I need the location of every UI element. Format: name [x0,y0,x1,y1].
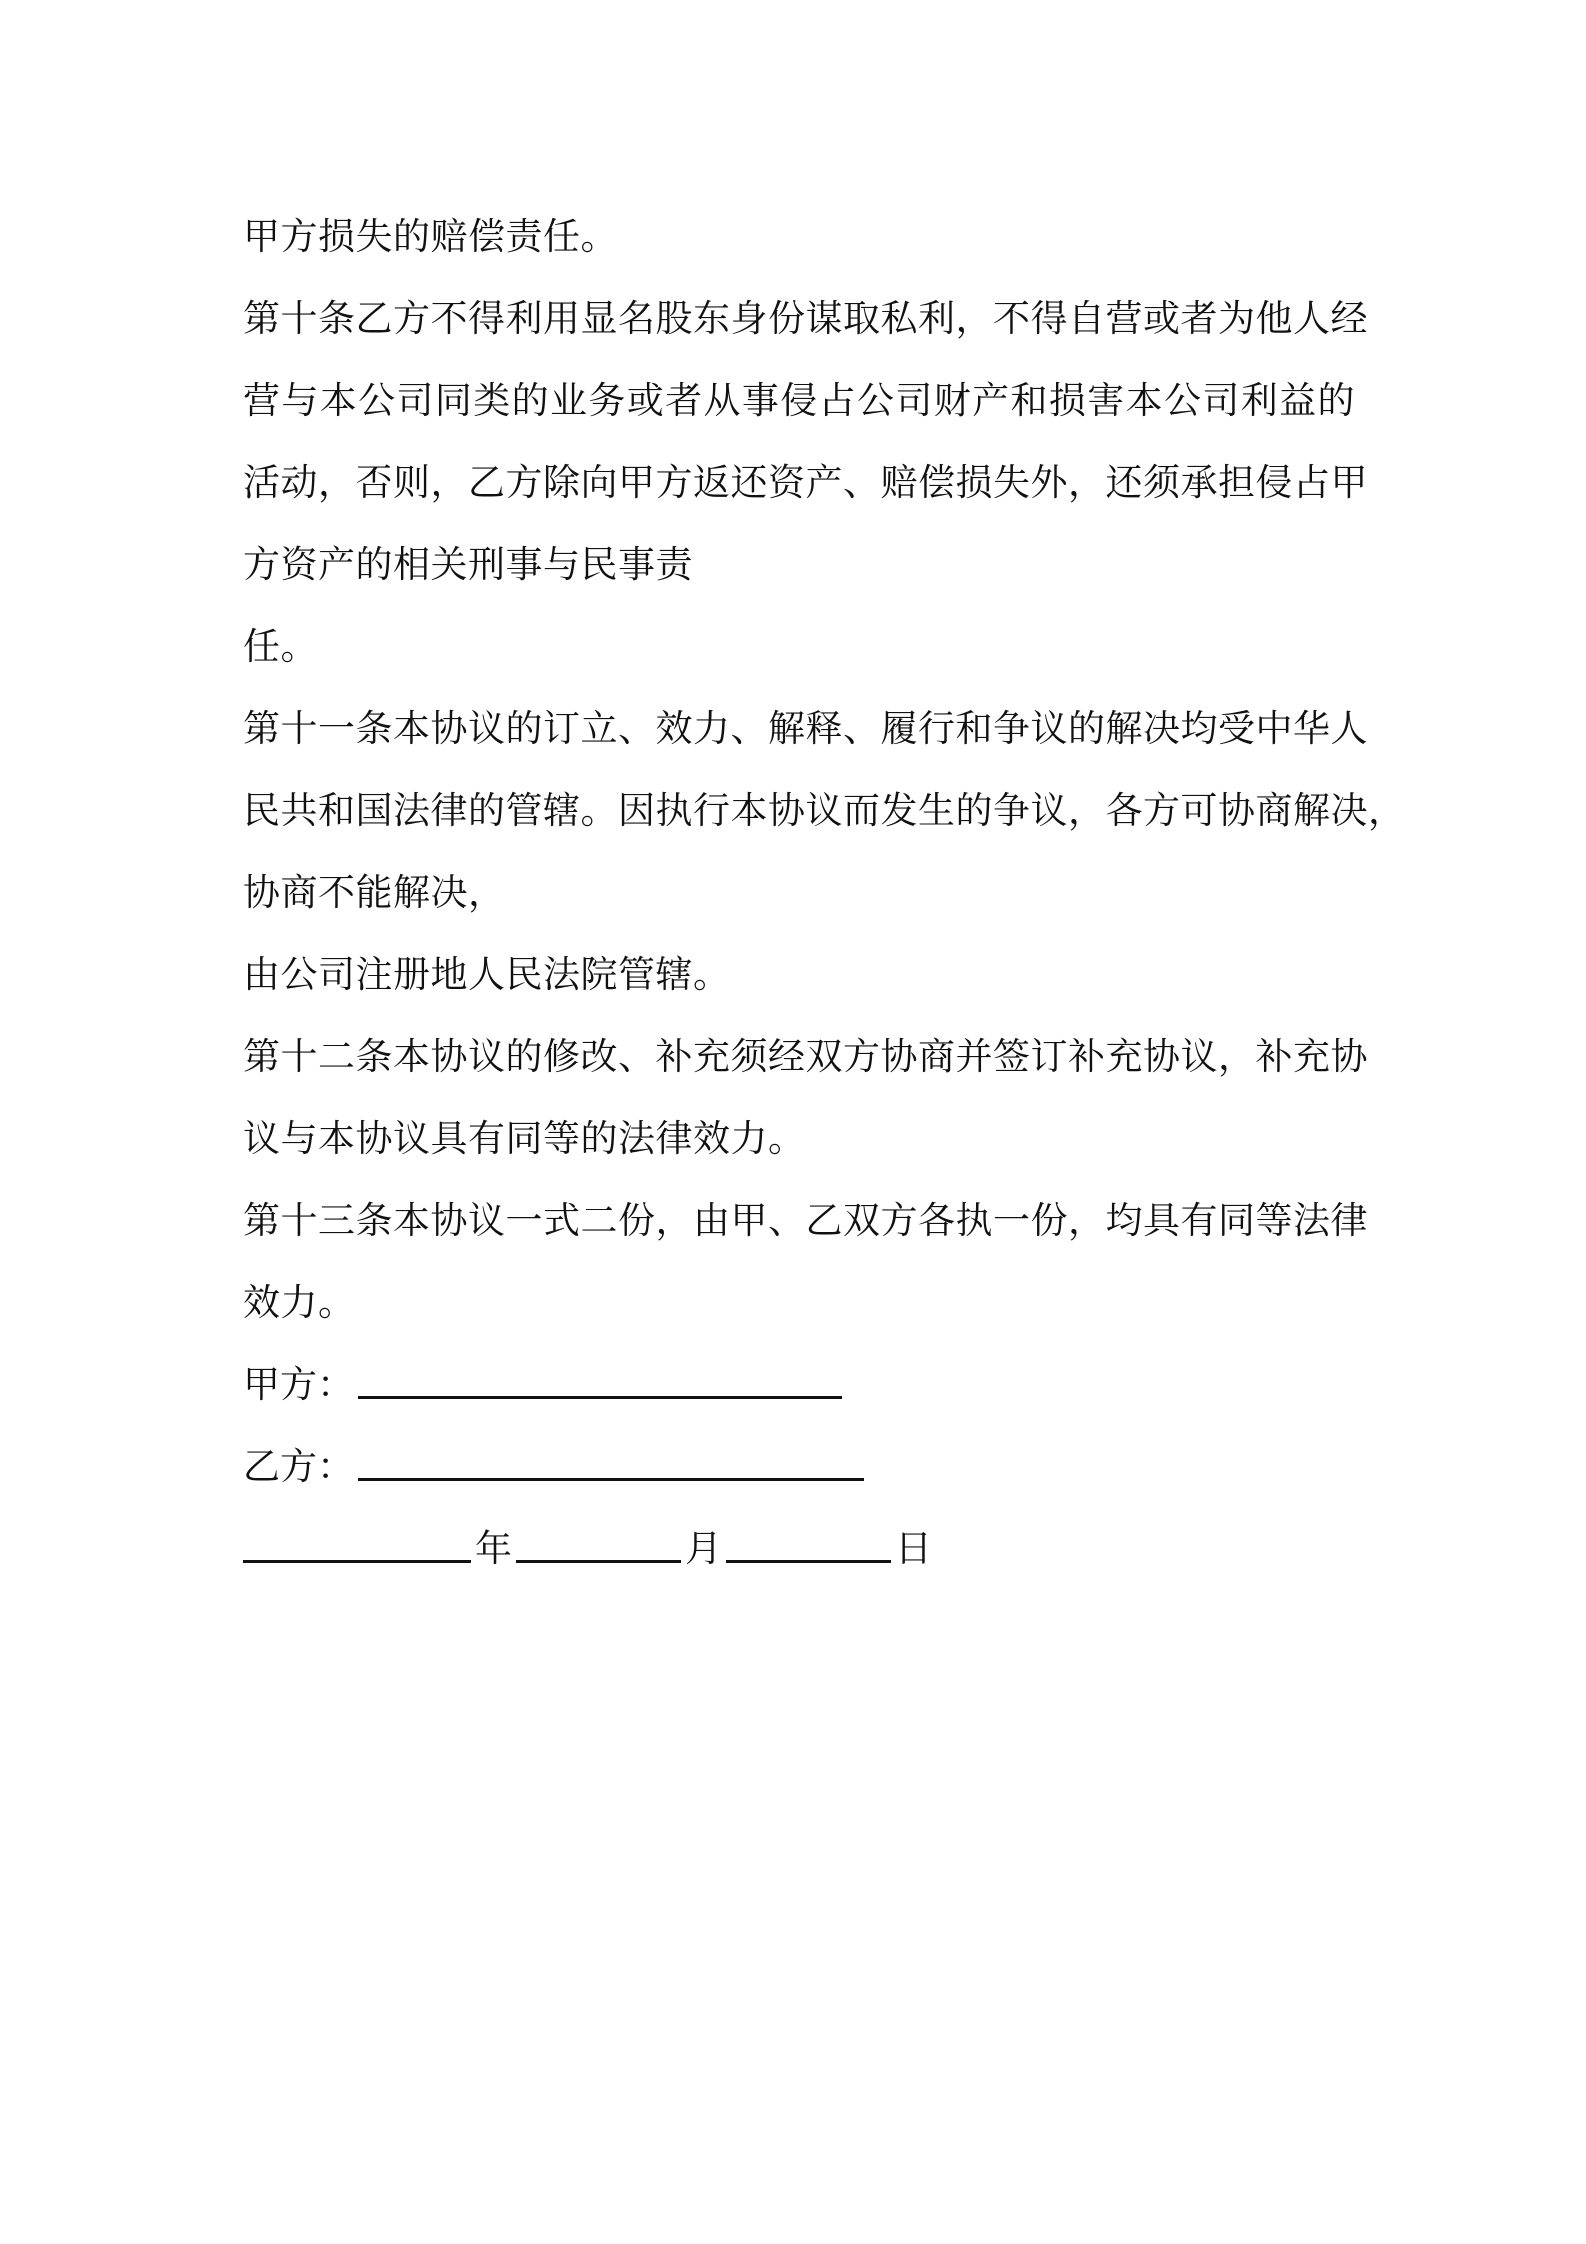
document-body [243,196,1406,1590]
paragraph-line: 方资产的相关刑事与民事责 [243,543,693,586]
paragraph-line: 由公司注册地人民法院管辖。 [243,953,731,996]
year-label: 年 [475,1527,512,1570]
paragraph-line: 任。 [243,625,318,668]
party-b-label: 乙方： [243,1445,354,1488]
month-blank[interactable] [516,1530,681,1563]
month-label: 月 [685,1527,722,1570]
paragraph-line: 民共和国法律的管辖。因执行本协议而发生的争议，各方可协商解决， [243,789,1406,832]
paragraph-line: 第十三条本协议一式二份，由甲、乙双方各执一份，均具有同等法律 [243,1199,1368,1242]
party-b-signature-line[interactable] [358,1448,864,1481]
day-blank[interactable] [726,1530,891,1563]
party-a-signature-line[interactable] [358,1366,842,1399]
paragraph-line: 第十条乙方不得利用显名股东身份谋取私利，不得自营或者为他人经 [243,297,1368,340]
date-row [243,1508,1363,1590]
paragraph-line: 第十一条本协议的订立、效力、解释、履行和争议的解决均受中华人 [243,707,1368,750]
paragraph-line: 第十二条本协议的修改、补充须经双方协商并签订补充协议，补充协 [243,1035,1368,1078]
year-blank[interactable] [243,1530,471,1563]
paragraph-line: 甲方损失的赔偿责任。 [243,215,618,258]
party-a-label: 甲方： [243,1363,354,1406]
paragraph-line: 效力。 [243,1281,356,1324]
party-a-signature-row [243,1344,1363,1426]
day-label: 日 [895,1527,932,1570]
paragraph-line: 协商不能解决， [243,871,506,914]
paragraph-line: 议与本协议具有同等的法律效力。 [243,1117,806,1160]
party-b-signature-row [243,1426,1363,1508]
paragraph-line: 活动，否则，乙方除向甲方返还资产、赔偿损失外，还须承担侵占甲 [243,461,1368,504]
paragraph-line: 营与本公司同类的业务或者从事侵占公司财产和损害本公司利益的 [243,379,1355,422]
